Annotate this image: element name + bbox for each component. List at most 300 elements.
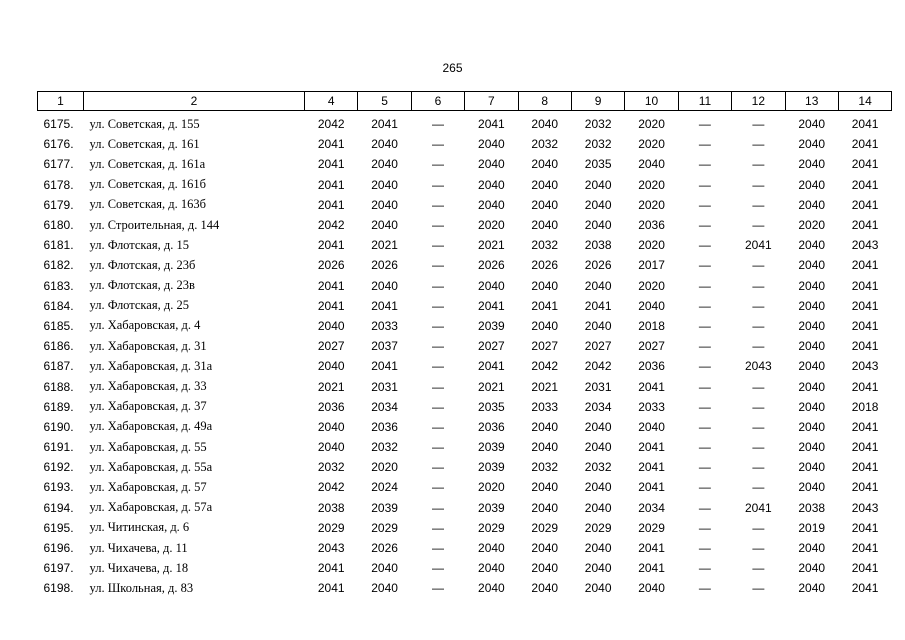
- year-cell-col-4: 2040: [317, 440, 345, 455]
- year-cell-col-5: 2040: [371, 137, 398, 152]
- year-cell-col-6: —: [431, 117, 444, 132]
- year-cell-col-4: 2041: [317, 157, 345, 172]
- year-cell-col-4: 2040: [317, 419, 345, 434]
- address-cell: ул. Советская, д. 163б: [89, 197, 206, 212]
- column-header-11: 11: [678, 92, 731, 111]
- row-number: 6180.: [43, 218, 74, 233]
- year-cell-col-10: 2041: [638, 440, 665, 455]
- row-number: 6175.: [43, 117, 74, 132]
- year-cell-col-12: —: [752, 318, 765, 333]
- address-cell: ул. Хабаровская, д. 37: [89, 399, 207, 414]
- year-cell-col-10: 2036: [638, 359, 665, 374]
- column-header-14: 14: [838, 92, 891, 111]
- year-cell-col-8: 2029: [531, 520, 559, 535]
- year-cell-col-14: 2041: [851, 440, 879, 455]
- row-number: 6194.: [43, 500, 74, 515]
- year-cell-col-10: 2029: [638, 520, 665, 535]
- year-cell-col-14: 2041: [851, 419, 879, 434]
- year-cell-col-12: —: [752, 419, 765, 434]
- year-cell-col-7: 2039: [478, 460, 505, 475]
- year-cell-col-5: 2040: [371, 581, 398, 596]
- year-cell-col-10: 2020: [638, 137, 665, 152]
- year-cell-col-10: 2027: [638, 339, 665, 354]
- year-cell-col-14: 2041: [851, 177, 879, 192]
- year-cell-col-4: 2042: [317, 218, 345, 233]
- year-cell-col-4: 2021: [317, 379, 345, 394]
- year-cell-col-14: 2041: [851, 197, 879, 212]
- address-cell: ул. Хабаровская, д. 57а: [89, 500, 213, 515]
- year-cell-col-13: 2040: [798, 480, 826, 495]
- year-cell-col-13: 2019: [798, 520, 826, 535]
- year-cell-col-7: 2039: [478, 440, 505, 455]
- year-cell-col-13: 2040: [798, 581, 826, 596]
- year-cell-col-11: —: [698, 480, 711, 495]
- year-cell-col-14: 2043: [851, 238, 879, 253]
- row-number: 6187.: [43, 359, 74, 374]
- year-cell-col-9: 2042: [584, 359, 612, 374]
- year-cell-col-8: 2040: [531, 440, 559, 455]
- row-number: 6192.: [43, 460, 74, 475]
- column-header-1: 1: [38, 92, 84, 111]
- year-cell-col-6: —: [431, 581, 444, 596]
- year-cell-col-10: 2040: [638, 581, 665, 596]
- year-cell-col-7: 2040: [478, 197, 505, 212]
- year-cell-col-9: 2040: [584, 480, 612, 495]
- year-cell-col-5: 2029: [371, 520, 398, 535]
- year-cell-col-9: 2031: [584, 379, 612, 394]
- year-cell-col-14: 2041: [851, 480, 879, 495]
- year-cell-col-9: 2040: [584, 500, 612, 515]
- year-cell-col-6: —: [431, 460, 444, 475]
- year-cell-col-10: 2020: [638, 238, 665, 253]
- year-cell-col-11: —: [698, 561, 711, 576]
- year-cell-col-12: —: [752, 379, 765, 394]
- table-row: [38, 255, 892, 275]
- year-cell-col-11: —: [698, 157, 711, 172]
- column-header-4: 4: [305, 92, 358, 111]
- row-number: 6179.: [43, 197, 74, 212]
- year-cell-col-5: 2020: [371, 460, 398, 475]
- year-cell-col-8: 2021: [531, 379, 559, 394]
- year-cell-col-4: 2041: [317, 238, 345, 253]
- year-cell-col-12: —: [752, 581, 765, 596]
- year-cell-col-4: 2026: [317, 258, 345, 273]
- row-number: 6178.: [43, 177, 74, 192]
- year-cell-col-7: 2040: [478, 278, 505, 293]
- year-cell-col-8: 2032: [531, 238, 559, 253]
- year-cell-col-7: 2036: [478, 419, 505, 434]
- year-cell-col-12: —: [752, 399, 765, 414]
- row-number: 6181.: [43, 238, 74, 253]
- row-number: 6183.: [43, 278, 74, 293]
- year-cell-col-5: 2039: [371, 500, 398, 515]
- year-cell-col-12: —: [752, 561, 765, 576]
- address-cell: ул. Школьная, д. 83: [89, 580, 194, 595]
- year-cell-col-6: —: [431, 561, 444, 576]
- table-row: [38, 477, 892, 497]
- year-cell-col-10: 2040: [638, 419, 665, 434]
- year-cell-col-6: —: [431, 339, 444, 354]
- year-cell-col-5: 2021: [371, 238, 398, 253]
- year-cell-col-7: 2041: [478, 298, 505, 313]
- year-cell-col-7: 2020: [478, 480, 505, 495]
- year-cell-col-12: —: [752, 197, 765, 212]
- year-cell-col-8: 2040: [531, 581, 559, 596]
- address-cell: ул. Хабаровская, д. 33: [89, 379, 207, 394]
- year-cell-col-11: —: [698, 399, 711, 414]
- year-cell-col-9: 2029: [584, 520, 612, 535]
- column-header-6: 6: [411, 92, 464, 111]
- year-cell-col-13: 2040: [798, 541, 826, 556]
- year-cell-col-4: 2041: [317, 298, 345, 313]
- year-cell-col-13: 2040: [798, 197, 826, 212]
- year-cell-col-11: —: [698, 440, 711, 455]
- year-cell-col-13: 2040: [798, 298, 826, 313]
- year-cell-col-14: 2041: [851, 278, 879, 293]
- column-header-12: 12: [732, 92, 785, 111]
- year-cell-col-14: 2041: [851, 460, 879, 475]
- year-cell-col-14: 2018: [851, 399, 879, 414]
- header-row: [38, 92, 892, 111]
- year-cell-col-12: —: [752, 520, 765, 535]
- year-cell-col-7: 2040: [478, 581, 505, 596]
- year-cell-col-7: 2021: [478, 238, 505, 253]
- year-cell-col-7: 2041: [478, 117, 505, 132]
- year-cell-col-4: 2041: [317, 561, 345, 576]
- year-cell-col-14: 2041: [851, 339, 879, 354]
- year-cell-col-14: 2041: [851, 520, 879, 535]
- year-cell-col-13: 2040: [798, 399, 826, 414]
- year-cell-col-9: 2034: [584, 399, 612, 414]
- year-cell-col-8: 2040: [531, 541, 559, 556]
- year-cell-col-8: 2040: [531, 117, 559, 132]
- year-cell-col-11: —: [698, 460, 711, 475]
- year-cell-col-12: 2041: [744, 238, 772, 253]
- year-cell-col-13: 2040: [798, 561, 826, 576]
- table-row: [38, 154, 892, 174]
- year-cell-col-13: 2040: [798, 359, 826, 374]
- year-cell-col-7: 2029: [478, 520, 505, 535]
- year-cell-col-13: 2040: [798, 238, 826, 253]
- year-cell-col-11: —: [698, 581, 711, 596]
- year-cell-col-8: 2032: [531, 137, 559, 152]
- year-cell-col-10: 2017: [638, 258, 665, 273]
- year-cell-col-6: —: [431, 157, 444, 172]
- year-cell-col-5: 2041: [371, 298, 398, 313]
- column-header-9: 9: [571, 92, 624, 111]
- year-cell-col-6: —: [431, 500, 444, 515]
- year-cell-col-8: 2040: [531, 197, 559, 212]
- table-row: [38, 276, 892, 296]
- year-cell-col-11: —: [698, 359, 711, 374]
- year-cell-col-13: 2040: [798, 177, 826, 192]
- year-cell-col-11: —: [698, 238, 711, 253]
- year-cell-col-4: 2029: [317, 520, 345, 535]
- year-cell-col-5: 2037: [371, 339, 398, 354]
- year-cell-col-11: —: [698, 177, 711, 192]
- year-cell-col-5: 2040: [371, 197, 398, 212]
- address-cell: ул. Советская, д. 155: [89, 116, 200, 131]
- year-cell-col-9: 2032: [584, 117, 612, 132]
- year-cell-col-4: 2040: [317, 359, 345, 374]
- address-cell: ул. Чихачева, д. 11: [89, 540, 188, 555]
- year-cell-col-4: 2040: [317, 318, 345, 333]
- year-cell-col-10: 2041: [638, 480, 665, 495]
- table-row: [38, 457, 892, 477]
- year-cell-col-12: 2041: [744, 500, 772, 515]
- year-cell-col-11: —: [698, 379, 711, 394]
- row-number: 6193.: [43, 480, 74, 495]
- year-cell-col-7: 2026: [478, 258, 505, 273]
- year-cell-col-7: 2041: [478, 359, 505, 374]
- year-cell-col-5: 2032: [371, 440, 398, 455]
- year-cell-col-12: —: [752, 480, 765, 495]
- year-cell-col-9: 2040: [584, 440, 612, 455]
- year-cell-col-8: 2040: [531, 561, 559, 576]
- table-row: [38, 195, 892, 215]
- year-cell-col-12: 2043: [744, 359, 772, 374]
- table-row: [38, 215, 892, 235]
- year-cell-col-12: —: [752, 339, 765, 354]
- year-cell-col-12: —: [752, 541, 765, 556]
- year-cell-col-14: 2041: [851, 541, 879, 556]
- table-row: [38, 175, 892, 195]
- year-cell-col-8: 2040: [531, 500, 559, 515]
- row-number: 6176.: [43, 137, 74, 152]
- year-cell-col-5: 2033: [371, 318, 398, 333]
- year-cell-col-7: 2040: [478, 137, 505, 152]
- address-cell: ул. Советская, д. 161: [89, 136, 200, 151]
- table-row: [38, 134, 892, 154]
- table-row: [38, 356, 892, 376]
- year-cell-col-5: 2041: [371, 117, 398, 132]
- year-cell-col-14: 2041: [851, 117, 879, 132]
- row-number: 6195.: [43, 520, 74, 535]
- year-cell-col-10: 2020: [638, 117, 665, 132]
- page-number: 265: [442, 61, 463, 75]
- year-cell-col-6: —: [431, 278, 444, 293]
- year-cell-col-10: 2040: [638, 157, 665, 172]
- year-cell-col-8: 2042: [531, 359, 559, 374]
- year-cell-col-13: 2040: [798, 339, 826, 354]
- row-number: 6190.: [43, 419, 74, 434]
- year-cell-col-5: 2036: [371, 419, 398, 434]
- year-cell-col-6: —: [431, 238, 444, 253]
- year-cell-col-6: —: [431, 520, 444, 535]
- year-cell-col-5: 2041: [371, 359, 398, 374]
- table-row: [38, 111, 892, 135]
- table-row: [38, 376, 892, 396]
- year-cell-col-12: —: [752, 278, 765, 293]
- address-cell: ул. Чихачева, д. 18: [89, 560, 189, 575]
- year-cell-col-12: —: [752, 218, 765, 233]
- row-number: 6189.: [43, 399, 74, 414]
- address-cell: ул. Хабаровская, д. 55: [89, 439, 207, 454]
- table-row: [38, 437, 892, 457]
- year-cell-col-11: —: [698, 278, 711, 293]
- year-cell-col-9: 2040: [584, 419, 612, 434]
- year-cell-col-8: 2040: [531, 419, 559, 434]
- address-cell: ул. Строительная, д. 144: [89, 217, 220, 232]
- year-cell-col-9: 2026: [584, 258, 612, 273]
- address-cell: ул. Хабаровская, д. 4: [89, 318, 201, 333]
- year-cell-col-4: 2041: [317, 177, 345, 192]
- year-cell-col-13: 2040: [798, 379, 826, 394]
- year-cell-col-4: 2036: [317, 399, 345, 414]
- year-cell-col-5: 2040: [371, 218, 398, 233]
- year-cell-col-14: 2041: [851, 137, 879, 152]
- row-number: 6186.: [43, 339, 74, 354]
- year-cell-col-11: —: [698, 137, 711, 152]
- year-cell-col-8: 2032: [531, 460, 559, 475]
- year-cell-col-9: 2040: [584, 581, 612, 596]
- year-cell-col-13: 2020: [798, 218, 826, 233]
- year-cell-col-10: 2034: [638, 500, 665, 515]
- year-cell-col-4: 2043: [317, 541, 345, 556]
- year-cell-col-13: 2040: [798, 440, 826, 455]
- row-number: 6196.: [43, 541, 74, 556]
- year-cell-col-7: 2040: [478, 177, 505, 192]
- year-cell-col-4: 2041: [317, 197, 345, 212]
- year-cell-col-13: 2040: [798, 460, 826, 475]
- year-cell-col-9: 2040: [584, 177, 612, 192]
- year-cell-col-5: 2040: [371, 561, 398, 576]
- table-row: [38, 235, 892, 255]
- year-cell-col-11: —: [698, 258, 711, 273]
- year-cell-col-14: 2041: [851, 561, 879, 576]
- year-cell-col-6: —: [431, 218, 444, 233]
- year-cell-col-13: 2040: [798, 117, 826, 132]
- year-cell-col-4: 2038: [317, 500, 345, 515]
- year-cell-col-12: —: [752, 117, 765, 132]
- year-cell-col-9: 2027: [584, 339, 612, 354]
- year-cell-col-14: 2041: [851, 379, 879, 394]
- year-cell-col-5: 2040: [371, 177, 398, 192]
- year-cell-col-4: 2042: [317, 480, 345, 495]
- year-cell-col-11: —: [698, 318, 711, 333]
- year-cell-col-12: —: [752, 177, 765, 192]
- address-cell: ул. Советская, д. 161б: [89, 177, 206, 192]
- year-cell-col-7: 2027: [478, 339, 505, 354]
- year-cell-col-8: 2040: [531, 318, 559, 333]
- year-cell-col-6: —: [431, 258, 444, 273]
- year-cell-col-10: 2033: [638, 399, 665, 414]
- year-cell-col-4: 2041: [317, 581, 345, 596]
- year-cell-col-11: —: [698, 218, 711, 233]
- year-cell-col-9: 2040: [584, 561, 612, 576]
- year-cell-col-7: 2040: [478, 561, 505, 576]
- year-cell-col-11: —: [698, 117, 711, 132]
- address-cell: ул. Хабаровская, д. 31: [89, 338, 207, 353]
- table-row: [38, 518, 892, 538]
- year-cell-col-7: 2039: [478, 500, 505, 515]
- table-row: [38, 296, 892, 316]
- year-cell-col-12: —: [752, 258, 765, 273]
- year-cell-col-4: 2041: [317, 278, 345, 293]
- year-cell-col-14: 2041: [851, 157, 879, 172]
- year-cell-col-8: 2026: [531, 258, 559, 273]
- year-cell-col-6: —: [431, 318, 444, 333]
- year-cell-col-9: 2035: [584, 157, 612, 172]
- address-cell: ул. Читинская, д. 6: [89, 520, 190, 535]
- year-cell-col-12: —: [752, 440, 765, 455]
- year-cell-col-8: 2040: [531, 157, 559, 172]
- year-cell-col-7: 2021: [478, 379, 505, 394]
- row-number: 6188.: [43, 379, 74, 394]
- year-cell-col-7: 2039: [478, 318, 505, 333]
- year-cell-col-6: —: [431, 440, 444, 455]
- year-cell-col-6: —: [431, 137, 444, 152]
- year-cell-col-13: 2040: [798, 258, 826, 273]
- year-cell-col-6: —: [431, 399, 444, 414]
- year-cell-col-8: 2041: [531, 298, 559, 313]
- address-cell: ул. Флотская, д. 25: [89, 298, 189, 313]
- year-cell-col-6: —: [431, 298, 444, 313]
- year-cell-col-14: 2041: [851, 581, 879, 596]
- year-cell-col-12: —: [752, 460, 765, 475]
- year-cell-col-12: —: [752, 137, 765, 152]
- column-header-8: 8: [518, 92, 571, 111]
- table-row: [38, 397, 892, 417]
- year-cell-col-8: 2040: [531, 218, 559, 233]
- year-cell-col-6: —: [431, 359, 444, 374]
- year-cell-col-6: —: [431, 480, 444, 495]
- year-cell-col-5: 2040: [371, 278, 398, 293]
- year-cell-col-5: 2034: [371, 399, 398, 414]
- column-header-5: 5: [358, 92, 411, 111]
- table-row: [38, 417, 892, 437]
- address-cell: ул. Флотская, д. 23б: [89, 257, 196, 272]
- year-cell-col-10: 2041: [638, 561, 665, 576]
- address-cell: ул. Хабаровская, д. 31а: [89, 358, 213, 373]
- year-cell-col-9: 2040: [584, 278, 612, 293]
- table-row: [38, 316, 892, 336]
- row-number: 6177.: [43, 157, 74, 172]
- row-number: 6198.: [43, 581, 74, 596]
- table-row: [38, 498, 892, 518]
- year-cell-col-6: —: [431, 379, 444, 394]
- year-cell-col-12: —: [752, 157, 765, 172]
- table-row: [38, 558, 892, 578]
- year-cell-col-5: 2040: [371, 157, 398, 172]
- year-cell-col-9: 2040: [584, 218, 612, 233]
- year-cell-col-7: 2040: [478, 541, 505, 556]
- year-cell-col-14: 2043: [851, 500, 879, 515]
- year-cell-col-11: —: [698, 339, 711, 354]
- year-cell-col-13: 2040: [798, 157, 826, 172]
- year-cell-col-12: —: [752, 298, 765, 313]
- year-cell-col-10: 2041: [638, 541, 665, 556]
- address-cell: ул. Хабаровская, д. 57: [89, 479, 207, 494]
- column-header-10: 10: [625, 92, 678, 111]
- table-row: [38, 336, 892, 356]
- year-cell-col-10: 2020: [638, 177, 665, 192]
- year-cell-col-13: 2040: [798, 137, 826, 152]
- year-cell-col-8: 2033: [531, 399, 559, 414]
- year-cell-col-11: —: [698, 541, 711, 556]
- year-cell-col-11: —: [698, 298, 711, 313]
- year-cell-col-9: 2038: [584, 238, 612, 253]
- year-cell-col-5: 2026: [371, 258, 398, 273]
- year-cell-col-5: 2024: [371, 480, 398, 495]
- year-cell-col-4: 2032: [317, 460, 345, 475]
- year-cell-col-10: 2036: [638, 218, 665, 233]
- housing-register-table: [37, 91, 892, 599]
- year-cell-col-9: 2041: [584, 298, 612, 313]
- year-cell-col-13: 2040: [798, 278, 826, 293]
- row-number: 6197.: [43, 561, 74, 576]
- year-cell-col-8: 2027: [531, 339, 559, 354]
